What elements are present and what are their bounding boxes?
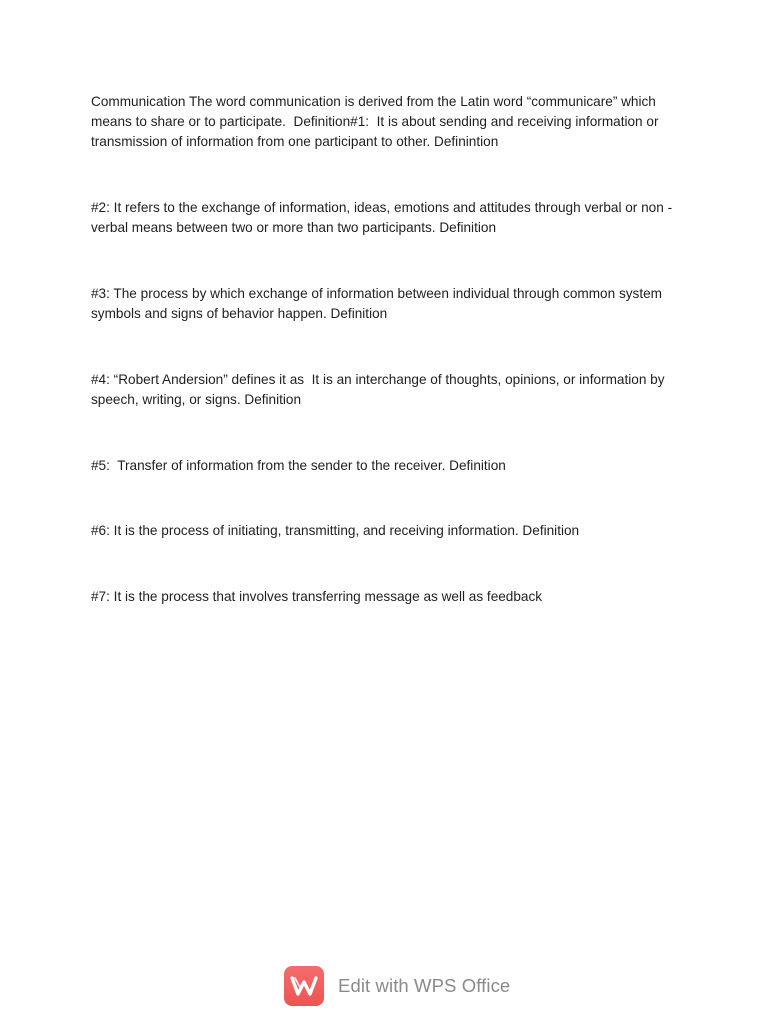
edit-with-wps-label: Edit with WPS Office	[338, 974, 511, 996]
paragraph-definition-4: #4: “Robert Andersion” defines it as It is an interchange of thoughts, opinions, or information by speech, writing, or signs. Definition	[91, 372, 669, 407]
paragraph-definition-2: #2: It refers to the exchange of information, ideas, emotions and attitudes through verbal or non -verbal means between two or more than two participants. Definition	[91, 200, 673, 235]
paragraph-definition-6: #6: It is the process of initiating, transmitting, and receiving information. Definition	[91, 523, 580, 538]
paragraph-definition-3: #3: The process by which exchange of information between individual through common system symbols and signs of behavior happen. Definition	[91, 286, 666, 321]
paragraph-definition-5: #5: Transfer of information from the sender to the receiver. Definition	[91, 458, 506, 473]
paragraph-definition-1: Communication The word communication is derived from the Latin word “communicare” which means to share or to participate. Definition#1: It is about sending and receiving information or transmission of information from one participant to other. Definintion	[91, 94, 663, 149]
wps-office-logo-icon	[284, 966, 324, 1006]
paragraph-definition-7: #7: It is the process that involves transferring message as well as feedback	[91, 589, 543, 604]
edit-with-wps-button[interactable]	[284, 964, 510, 1007]
